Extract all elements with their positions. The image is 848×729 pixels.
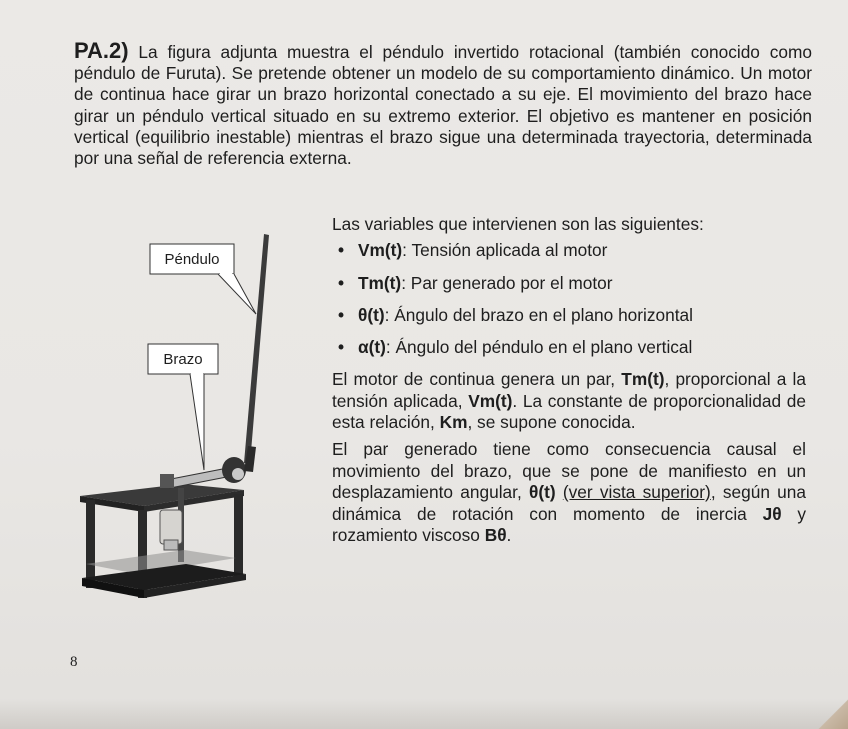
- vista-superior-link[interactable]: (ver vista superior): [562, 482, 711, 503]
- text-run: y rozamiento viscoso: [332, 503, 807, 546]
- variable-description: : Par generado por el motor: [401, 272, 613, 293]
- variables-list: [332, 240, 806, 358]
- torque-paragraph: [332, 439, 806, 546]
- bullet-icon: •: [338, 337, 345, 358]
- list-item: [332, 337, 806, 358]
- symbol-km: Km: [439, 412, 468, 433]
- problem-label: PA.2): [74, 38, 129, 63]
- symbol-b-theta: Bθ: [484, 525, 507, 546]
- variable-symbol: α(t): [358, 337, 386, 358]
- page-corner: [818, 699, 848, 729]
- brazo-callout: [148, 344, 218, 470]
- pendulum-rod: [244, 234, 269, 472]
- symbol-theta: θ(t): [529, 482, 556, 503]
- problem-statement: [74, 40, 812, 169]
- motor-paragraph: [332, 369, 806, 433]
- variable-description: : Tensión aplicada al motor: [402, 240, 608, 261]
- list-item: [332, 305, 806, 326]
- label-brazo: Brazo: [163, 351, 203, 368]
- variable-description: : Ángulo del brazo en el plano horizontal: [384, 304, 694, 325]
- right-column: [332, 214, 806, 546]
- symbol-vm: Vm(t): [468, 390, 513, 411]
- variable-symbol: Vm(t): [358, 240, 403, 261]
- list-item: [332, 240, 806, 261]
- text-run: .: [506, 525, 512, 546]
- text-run: , según una dinámica de rotación con momento de inercia: [332, 482, 806, 524]
- text-run: , se supone conocida.: [467, 412, 636, 433]
- symbol-tm: Tm(t): [621, 369, 665, 390]
- variable-description: : Ángulo del péndulo en el plano vertical: [385, 337, 693, 358]
- bullet-icon: •: [338, 272, 345, 293]
- page-number: 8: [70, 654, 78, 670]
- label-pendulo: Péndulo: [164, 251, 220, 268]
- variables-intro: Las variables que intervienen son las siguientes:: [332, 214, 704, 234]
- text-run: . La constante de proporcionalidad de esta relación,: [332, 390, 806, 433]
- text-run: [556, 482, 563, 502]
- problem-intro-text: La figura adjunta muestra el péndulo invertido rotacional (también conocido como péndulo de Furuta). Se pretende obtener un modelo de su comportamiento dinámico. Un motor de continua hace girar un brazo horizontal conectado a su eje. El movimiento del brazo hace girar un péndulo vertical situado en su extremo exterior. El objetivo es mantener en posición vertical (equilibrio inestable) mientras el brazo sigue una determinada trayectoria, determinada por una señal de referencia externa.: [74, 42, 812, 169]
- bullet-icon: •: [338, 240, 345, 261]
- variable-symbol: Tm(t): [358, 272, 402, 293]
- list-item: [332, 273, 806, 294]
- text-run: El par generado tiene como consecuencia causal el movimiento del brazo, que se pone de manifiesto en un desplazamiento angular,: [332, 439, 806, 503]
- page-bottom-shadow: [0, 699, 848, 729]
- pendulo-callout: [150, 244, 256, 314]
- table-base: [80, 484, 246, 598]
- text-run: El motor de continua genera un par,: [332, 369, 622, 390]
- furuta-pendulum-figure: [78, 228, 308, 608]
- variable-symbol: θ(t): [358, 304, 385, 325]
- bullet-icon: •: [338, 304, 345, 325]
- symbol-j-theta: Jθ: [762, 503, 782, 524]
- text-run: , proporcional a la tensión aplicada,: [332, 369, 806, 411]
